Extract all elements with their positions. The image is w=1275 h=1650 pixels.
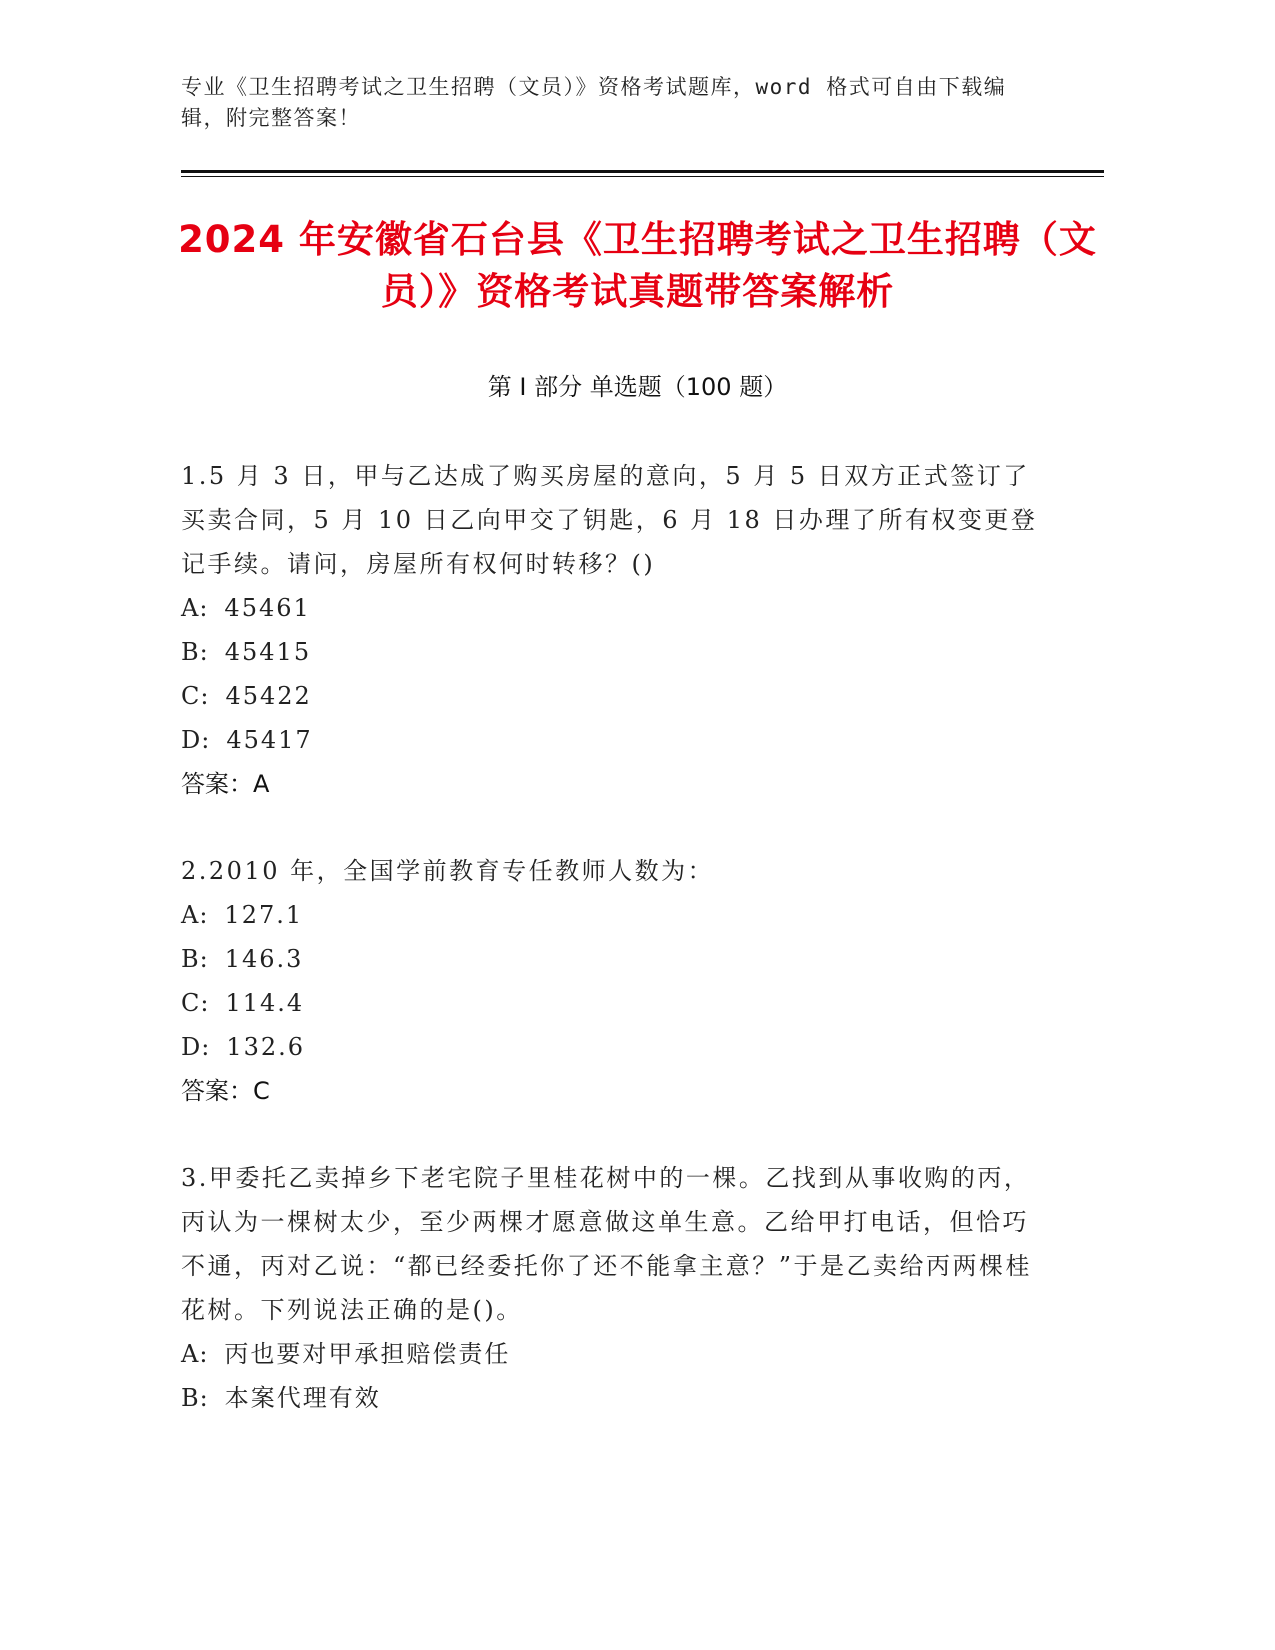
option-letter: D: bbox=[181, 1033, 211, 1061]
document-title: 2024 年安徽省石台县《卫生招聘考试之卫生招聘（文员）》资格考试真题带答案解析 bbox=[178, 218, 1097, 313]
question-stem: 3.甲委托乙卖掉乡下老宅院子里桂花树中的一棵。乙找到从事收购的丙，丙认为一棵树太少，至少两棵才愿意做这单生意。乙给甲打电话，但恰巧不通，丙对乙说：“都已经委托你了还不能拿主意？”于是乙卖给丙两棵桂花树。下列说法正确的是()。 bbox=[181, 1164, 1033, 1324]
option-a bbox=[181, 1332, 1041, 1376]
option-text: 45417 bbox=[226, 726, 313, 754]
question-list bbox=[181, 454, 1041, 1463]
option-letter: C: bbox=[181, 682, 210, 710]
question-stem: 2.2010 年，全国学前教育专任教师人数为： bbox=[181, 857, 715, 885]
question-3 bbox=[181, 1156, 1041, 1420]
header-divider-thin bbox=[181, 176, 1104, 177]
option-text: 132.6 bbox=[226, 1033, 306, 1061]
option-letter: A: bbox=[181, 901, 209, 929]
option-text: 丙也要对甲承担赔偿责任 bbox=[224, 1340, 511, 1368]
header-divider-thick bbox=[181, 170, 1104, 173]
option-text: 114.4 bbox=[225, 989, 305, 1017]
section-heading: 第 I 部分 单选题（100 题） bbox=[487, 373, 788, 401]
option-text: 45415 bbox=[224, 638, 312, 666]
question-2 bbox=[181, 849, 1041, 1113]
answer-line: 答案：C bbox=[181, 1077, 270, 1105]
option-letter: B: bbox=[181, 945, 209, 973]
option-b bbox=[181, 630, 1041, 674]
option-text: 45422 bbox=[225, 682, 312, 710]
option-text: 45461 bbox=[224, 594, 311, 622]
option-text: 146.3 bbox=[224, 945, 304, 973]
header-note: 专业《卫生招聘考试之卫生招聘（文员）》资格考试题库，word 格式可自由下载编辑，附完整答案！ bbox=[181, 75, 1007, 130]
option-letter: B: bbox=[181, 638, 209, 666]
option-c bbox=[181, 674, 1041, 718]
option-text: 127.1 bbox=[224, 901, 304, 929]
option-letter: C: bbox=[181, 989, 210, 1017]
option-letter: A: bbox=[181, 1340, 209, 1368]
option-d bbox=[181, 718, 1041, 762]
option-a bbox=[181, 893, 1041, 937]
option-letter: B: bbox=[181, 1384, 209, 1412]
option-b bbox=[181, 937, 1041, 981]
question-1 bbox=[181, 454, 1041, 806]
option-letter: D: bbox=[181, 726, 211, 754]
option-b bbox=[181, 1376, 1041, 1420]
answer-line: 答案：A bbox=[181, 770, 270, 798]
option-a bbox=[181, 586, 1041, 630]
option-c bbox=[181, 981, 1041, 1025]
option-letter: A: bbox=[181, 594, 209, 622]
option-d bbox=[181, 1025, 1041, 1069]
option-text: 本案代理有效 bbox=[224, 1384, 381, 1412]
question-stem: 1.5 月 3 日，甲与乙达成了购买房屋的意向，5 月 5 日双方正式签订了买卖合同，5 月 10 日乙向甲交了钥匙，6 月 18 日办理了所有权变更登记手续。请问，房屋所有权何时转移？() bbox=[181, 462, 1038, 578]
